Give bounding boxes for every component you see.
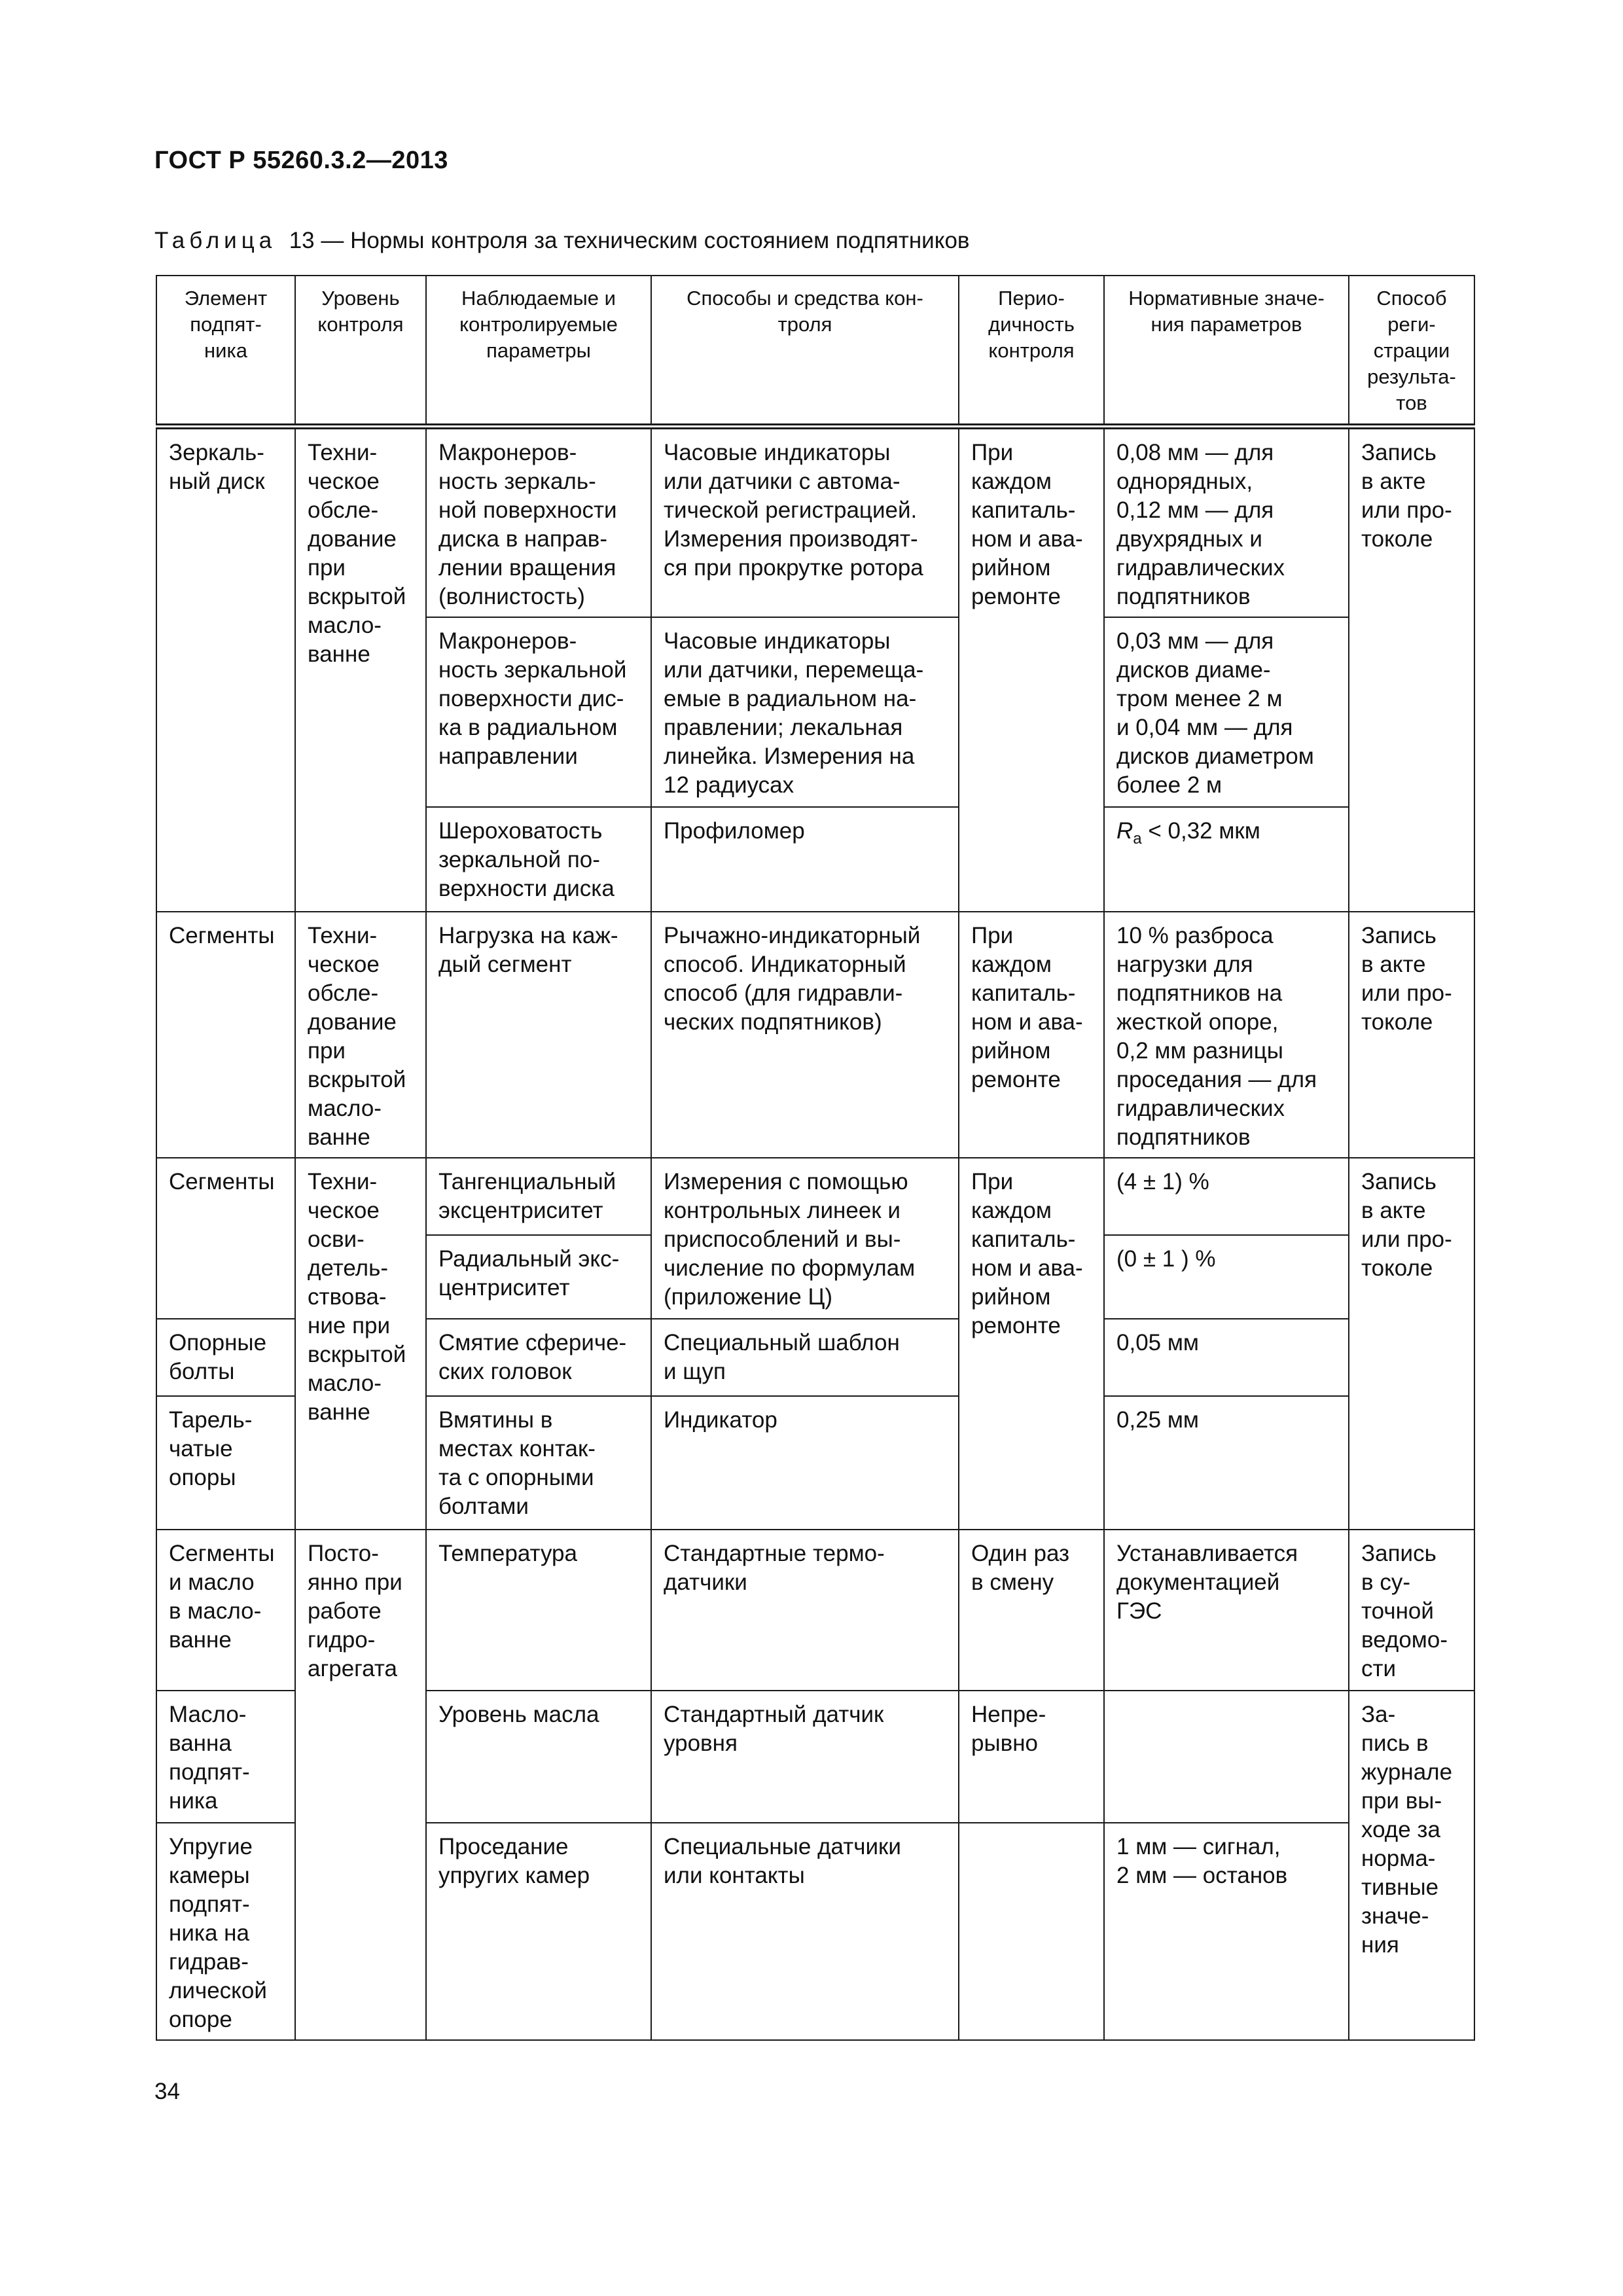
cell-period: При каждом капиталь- ном и ава- рийном ремонте xyxy=(959,1158,1104,1530)
cell-param: Проседание упругих камер xyxy=(426,1823,651,2040)
table-caption-text: 13 — Нормы контроля за техническим состоянием подпятников xyxy=(289,228,970,253)
header-registration: Способ реги- страции результа- тов xyxy=(1349,276,1474,426)
cell-element: Сегменты и масло в масло- ванне xyxy=(156,1530,295,1691)
cell-param: Уровень масла xyxy=(426,1691,651,1823)
cell-method: Часовые индикаторы или датчики, перемеща- емые в радиальном на- правлении; лекальная линейка. Измерения на 12 радиусах xyxy=(651,617,959,807)
cell-param: Радиальный экс- центриситет xyxy=(426,1235,651,1319)
header-control-level: Уровень контроля xyxy=(295,276,426,426)
table-row xyxy=(156,1158,1474,1235)
cell-level: Посто- янно при работе гидро- агрегата xyxy=(295,1530,426,2040)
header-element: Элемент подпят- ника xyxy=(156,276,295,426)
cell-method: Профиломер xyxy=(651,807,959,912)
cell-method: Рычажно-индикаторный способ. Индикаторный способ (для гидравли- ческих подпятников) xyxy=(651,912,959,1158)
header-methods: Способы и средства кон- троля xyxy=(651,276,959,426)
cell-norm xyxy=(1104,807,1349,912)
cell-param: Температура xyxy=(426,1530,651,1691)
cell-method: Специальный шаблон и щуп xyxy=(651,1319,959,1396)
cell-period: Непре- рывно xyxy=(959,1691,1104,1823)
cell-norm: 1 мм — сигнал, 2 мм — останов xyxy=(1104,1823,1349,2040)
cell-element: Зеркаль- ный диск xyxy=(156,426,295,912)
table-row xyxy=(156,426,1474,617)
cell-method: Стандартный датчик уровня xyxy=(651,1691,959,1823)
cell-level: Техни- ческое обсле- дование при вскрытой масло- ванне xyxy=(295,426,426,912)
table-header-row xyxy=(156,276,1474,426)
cell-element: Тарель- чатые опоры xyxy=(156,1396,295,1530)
cell-param: Смятие сфериче- ских головок xyxy=(426,1319,651,1396)
roughness-symbol: R xyxy=(1116,818,1133,844)
cell-registration: Запись в акте или про- токоле xyxy=(1349,1158,1474,1530)
cell-registration: Запись в акте или про- токоле xyxy=(1349,426,1474,912)
cell-element: Упругие камеры подпят- ника на гидрав- лической опоре xyxy=(156,1823,295,2040)
cell-level: Техни- ческое осви- детель- ствова- ние при вскрытой масло- ванне xyxy=(295,1158,426,1530)
table-row xyxy=(156,1530,1474,1691)
cell-period xyxy=(959,1823,1104,2040)
document-code: ГОСТ Р 55260.3.2—2013 xyxy=(154,147,448,174)
header-norm-values: Нормативные значе- ния параметров xyxy=(1104,276,1349,426)
cell-method: Измерения с помощью контрольных линеек и приспособлений и вы- числение по формулам (приложение Ц) xyxy=(651,1158,959,1319)
norms-table xyxy=(156,275,1475,2041)
cell-param: Макронеров- ность зеркальной поверхности дис- ка в радиальном направлении xyxy=(426,617,651,807)
cell-norm: (4 ± 1) % xyxy=(1104,1158,1349,1235)
cell-method: Стандартные термо- датчики xyxy=(651,1530,959,1691)
cell-norm xyxy=(1104,1691,1349,1823)
cell-registration: Запись в акте или про- токоле xyxy=(1349,912,1474,1158)
cell-norm: 0,05 мм xyxy=(1104,1319,1349,1396)
cell-method: Часовые индикаторы или датчики с автома- тической регистрацией. Измерения производят- ся при прокрутке ротора xyxy=(651,426,959,617)
page-number: 34 xyxy=(154,2079,180,2104)
cell-norm: 0,03 мм — для дисков диаме- тром менее 2 м и 0,04 мм — для дисков диаметром более 2 м xyxy=(1104,617,1349,807)
cell-norm: 0,08 мм — для однорядных, 0,12 мм — для двухрядных и гидравлических подпятников xyxy=(1104,426,1349,617)
cell-norm: 10 % разброса нагрузки для подпятников на жесткой опоре, 0,2 мм разницы проседания — для гидравлических подпятников xyxy=(1104,912,1349,1158)
roughness-value: < 0,32 мкм xyxy=(1141,818,1260,844)
cell-param: Тангенциальный эксцентриситет xyxy=(426,1158,651,1235)
cell-param: Вмятины в местах контак- та с опорными болтами xyxy=(426,1396,651,1530)
header-periodicity: Перио- дичность контроля xyxy=(959,276,1104,426)
cell-registration: За- пись в журнале при вы- ходе за норма- тивные значе- ния xyxy=(1349,1691,1474,2040)
cell-level: Техни- ческое обсле- дование при вскрытой масло- ванне xyxy=(295,912,426,1158)
cell-norm: Устанавливается документацией ГЭС xyxy=(1104,1530,1349,1691)
cell-method: Индикатор xyxy=(651,1396,959,1530)
cell-norm: 0,25 мм xyxy=(1104,1396,1349,1530)
cell-method: Специальные датчики или контакты xyxy=(651,1823,959,2040)
cell-period: При каждом капиталь- ном и ава- рийном ремонте xyxy=(959,912,1104,1158)
cell-period: Один раз в смену xyxy=(959,1530,1104,1691)
table-caption xyxy=(154,228,970,254)
table-row xyxy=(156,912,1474,1158)
table-caption-word: Таблица xyxy=(154,228,277,253)
cell-param: Шероховатость зеркальной по- верхности диска xyxy=(426,807,651,912)
cell-param: Макронеров- ность зеркаль- ной поверхности диска в направ- лении вращения (волнистость) xyxy=(426,426,651,617)
cell-norm: (0 ± 1 ) % xyxy=(1104,1235,1349,1319)
cell-param: Нагрузка на каж- дый сегмент xyxy=(426,912,651,1158)
roughness-subscript: a xyxy=(1133,830,1142,848)
cell-period: При каждом капиталь- ном и ава- рийном ремонте xyxy=(959,426,1104,912)
cell-registration: Запись в су- точной ведомо- сти xyxy=(1349,1530,1474,1691)
cell-element: Масло- ванна подпят- ника xyxy=(156,1691,295,1823)
cell-element: Сегменты xyxy=(156,1158,295,1319)
header-parameters: Наблюдаемые и контролируемые параметры xyxy=(426,276,651,426)
cell-element: Опорные болты xyxy=(156,1319,295,1396)
cell-element: Сегменты xyxy=(156,912,295,1158)
